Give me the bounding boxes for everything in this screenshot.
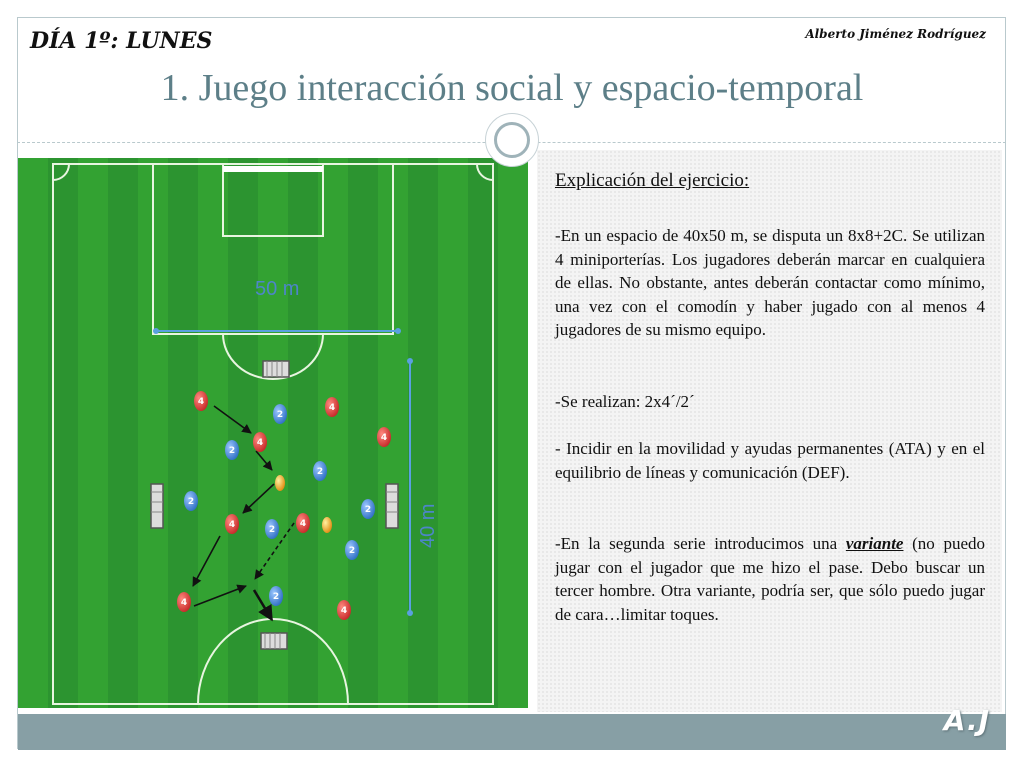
blue-player: [225, 440, 239, 460]
decorative-ring: [485, 113, 539, 167]
author-name: Alberto Jiménez Rodríguez: [805, 27, 986, 41]
red-player: [253, 432, 267, 452]
explanation-paragraph-1: -En un espacio de 40x50 m, se disputa un 8x8+2C. Se utilizan 4 miniporterías. Los jugadores deberán marcar en cualquiera de ellas. No obstante, antes deberán contactar como mínimo, una vez con el comodín y haber jugado con al menos 4 jugadores de su mismo equipo.: [555, 226, 985, 339]
svg-text:2: 2: [268, 525, 276, 535]
footer-bar: [18, 714, 1006, 750]
svg-text:2: 2: [228, 446, 236, 456]
svg-text:4: 4: [197, 397, 205, 407]
blue-player: [184, 491, 198, 511]
explanation-title: Explicación del ejercicio:: [555, 170, 750, 191]
red-player: [325, 397, 339, 417]
mini-goal-top: [263, 361, 289, 377]
mini-goal-left: [151, 484, 163, 528]
red-player: [296, 513, 310, 533]
svg-text:4: 4: [180, 598, 188, 608]
svg-text:4: 4: [228, 520, 236, 530]
blue-player: [361, 499, 375, 519]
variant-word: variante: [845, 534, 904, 553]
svg-text:4: 4: [380, 433, 388, 443]
blue-player: [273, 404, 287, 424]
paragraph-4-start: -En la segunda serie introducimos una: [555, 534, 846, 553]
svg-text:2: 2: [316, 467, 324, 477]
day-label: DÍA 1º: LUNES: [30, 28, 213, 54]
width-label: 50 m: [255, 278, 300, 300]
red-player: [377, 427, 391, 447]
red-player: [337, 600, 351, 620]
svg-text:2: 2: [276, 410, 284, 420]
explanation-paragraph-2: -Se realizan: 2x4´/2´: [555, 392, 695, 411]
joker-player: [275, 475, 285, 491]
red-player: [177, 592, 191, 612]
mini-goal-bottom: [261, 633, 287, 649]
svg-text:4: 4: [256, 438, 264, 448]
svg-text:2: 2: [364, 505, 372, 515]
length-label: 40 m: [417, 503, 439, 548]
goal-line: [223, 166, 323, 172]
svg-text:4: 4: [299, 519, 307, 529]
red-player: [194, 391, 208, 411]
mini-goal-right: [386, 484, 398, 528]
blue-player: [313, 461, 327, 481]
slide-title: 1. Juego interacción social y espacio-temporal: [160, 67, 864, 109]
blue-player: [269, 586, 283, 606]
grass: [18, 158, 528, 708]
svg-text:2: 2: [187, 497, 195, 507]
author-logo: A.J: [943, 704, 990, 737]
svg-text:4: 4: [340, 606, 348, 616]
joker-player: [322, 517, 332, 533]
blue-player: [345, 540, 359, 560]
blue-player: [265, 519, 279, 539]
explanation-paragraph-3: - Incidir en la movilidad y ayudas permanentes (ATA) y en el equilibrio de líneas y comunicación (DEF).: [555, 439, 985, 482]
svg-text:2: 2: [272, 592, 280, 602]
svg-text:2: 2: [348, 546, 356, 556]
paragraph-4-end: (no puedo jugar con el jugador que me hizo el pase. Debo buscar un tercer hombre. Otra variante, podría ser, que sólo puedo jugar de cara…limitar toques.: [555, 534, 985, 624]
red-player: [225, 514, 239, 534]
football-field-diagram: [18, 158, 528, 708]
svg-text:4: 4: [328, 403, 336, 413]
explanation-paragraph-4: [555, 532, 985, 626]
